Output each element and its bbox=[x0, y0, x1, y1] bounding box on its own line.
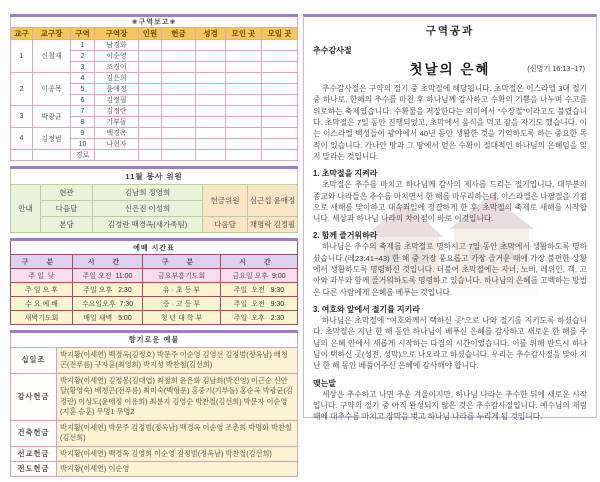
service-time: 수요일오후 7:30 bbox=[73, 297, 143, 311]
col-header: 모인 곳 bbox=[226, 28, 262, 40]
zone-leader: 백경옥 bbox=[95, 128, 139, 139]
zone-no: 5 bbox=[71, 84, 95, 95]
lesson-season: 추수감사절 bbox=[313, 46, 352, 55]
zone-no: 6 bbox=[71, 95, 95, 106]
zone-leader: 나현자 bbox=[95, 139, 139, 150]
table-row bbox=[11, 185, 298, 201]
zone-no: 1 bbox=[71, 40, 95, 51]
col-header: 모일 곳 bbox=[262, 28, 298, 40]
section-heading: 3. 여호와 앞에서 절기를 지키라 bbox=[313, 305, 420, 314]
service-name: 유 · 초 등 부 bbox=[143, 283, 221, 297]
col-header: 구 분 bbox=[11, 255, 73, 269]
table-row bbox=[11, 240, 298, 255]
offerings-table bbox=[10, 330, 298, 477]
table-row bbox=[11, 283, 298, 297]
schedule-title: 예배 시간표 bbox=[11, 240, 298, 255]
col-header: 인원 bbox=[139, 28, 162, 40]
col-header: 교구 bbox=[11, 28, 33, 40]
zone-leader: 이순영 bbox=[95, 51, 139, 62]
table-row bbox=[11, 73, 298, 84]
table-row bbox=[11, 128, 298, 139]
district-leader: 김정범 bbox=[33, 128, 71, 150]
table-row bbox=[11, 150, 298, 161]
section-body: 세상은 추수하고 나면 추운 겨울이지만, 하나님 나라는 추수한 뒤에 새로운 시작입니다. 구약의 절기 중 아직 완성되지 않은 것은 추수감사절입니다. 예수님의 재림 때에 대추수를 마치고 장막을 벗고 하나님 나라를 누리게 될 것입니다. bbox=[313, 389, 587, 422]
table-header-row bbox=[11, 28, 298, 40]
col-header: 시 간 bbox=[221, 255, 298, 269]
worship-schedule-table bbox=[10, 238, 298, 325]
scripture-reference: (신명기 16:13~17) bbox=[527, 64, 585, 73]
zone-leader: 조경이 bbox=[95, 62, 139, 73]
service-name: 주 일 낮 bbox=[11, 269, 73, 283]
left-page bbox=[10, 14, 298, 482]
zone-leader: 김은희 bbox=[95, 73, 139, 84]
table-row bbox=[11, 297, 298, 311]
offering-committee-names: 심근섭 윤애정 bbox=[248, 185, 298, 217]
lesson-page bbox=[303, 14, 597, 422]
offering-names: 박지황(이세연) 백경옥 김영희 이순영 김정범(정옥남) 박찬철(김선희) bbox=[57, 446, 298, 461]
col-header: 헌금 bbox=[162, 28, 196, 40]
service-time: 금요일 오후 9:00 bbox=[221, 269, 298, 283]
zone-leader: 남경화 bbox=[95, 40, 139, 51]
volunteer-names: 김남희 정영희 bbox=[93, 185, 203, 201]
zone-no: 경로 bbox=[71, 150, 95, 161]
col-header: 시 간 bbox=[73, 255, 143, 269]
section-body: 하나님은 추수의 축제를 초막절로 명하시고 7일 동안 초막에서 생활하도록 명하셨습니다.(레23:41~43) 한 해 중 가장 풍요롭고 가장 즐거운 때에 가장 불편한 상황에서 생활하도록 명령하신 것입니다. 더불어 초막절에는 자녀, 노비, 레위인, 객, 고아와 과부와 함께 즐거워하도록 명령하고 있습니다. 하나님의 은혜를 고백하는 방법은 다른 사람에게 은혜를 베푸는 것입니다. bbox=[313, 242, 587, 297]
table-row bbox=[11, 461, 298, 476]
table-row bbox=[11, 332, 298, 348]
lesson-title-row bbox=[313, 58, 587, 76]
district-report-title: ❀구역보고❀ bbox=[11, 16, 298, 28]
volunteer-table bbox=[10, 166, 298, 233]
volunteer-group-label: 안내 bbox=[11, 185, 41, 233]
offering-committee-label: 다음달 bbox=[203, 217, 248, 233]
zone-no: 2 bbox=[71, 51, 95, 62]
section-body: 초막절은 추수를 마치고 하나님께 감사의 제사를 드리는 절기입니다. 대부분의 종교와 나라들은 추수를 마치면서 한 해를 마무리하는데, 이스라엘은 나팔절을 기점으로 새해를 맞이하고 대속죄일에 정결하게 한 후, 초막절의 축제로 새해를 시작합니다. 세상과 하나님 나라의 차이점이 바로 이것입니다. bbox=[313, 180, 587, 224]
lesson-title: 첫날의 은혜 bbox=[409, 62, 491, 77]
table-header-row bbox=[11, 255, 298, 269]
service-name: 중 · 고 등 부 bbox=[143, 297, 221, 311]
service-name: 청 년 대 학 부 bbox=[143, 311, 221, 325]
volunteer-names: 김정란 백경옥(새가족팀) bbox=[93, 217, 203, 233]
district-no: 3 bbox=[11, 106, 33, 128]
col-header: 구역장 bbox=[95, 28, 139, 40]
col-header: 교구장 bbox=[33, 28, 71, 40]
table-row bbox=[11, 217, 298, 233]
service-time: 주일 오후 2:30 bbox=[221, 311, 298, 325]
service-time: 주일 오전 11:00 bbox=[73, 269, 143, 283]
offering-type: 선교헌금 bbox=[11, 446, 57, 461]
table-row bbox=[11, 106, 298, 117]
service-time: 주일 오전 9:30 bbox=[221, 297, 298, 311]
offering-names: 박지황(이세연) 이순영 bbox=[57, 461, 298, 476]
table-row bbox=[11, 269, 298, 283]
offering-names: 박지황(이세연) 박문주 김정범(정옥남) 백경옥 이순영 조춘희 박명화 박찬철(김선희) bbox=[57, 420, 298, 446]
col-header: 성경 bbox=[196, 28, 226, 40]
district-leader: 이종목 bbox=[33, 73, 71, 106]
zone-no: 3 bbox=[71, 62, 95, 73]
table-row bbox=[11, 311, 298, 325]
zone-no: 4 bbox=[71, 73, 95, 84]
lesson-header: 구역공과 bbox=[425, 25, 475, 37]
zone-no: 7 bbox=[71, 106, 95, 117]
district-report-table bbox=[10, 14, 298, 161]
district-leader: 신철재 bbox=[33, 40, 71, 73]
table-row bbox=[11, 168, 298, 185]
service-name: 수 요 예 배 bbox=[11, 297, 73, 311]
zone-no: 8 bbox=[71, 117, 95, 128]
zone-leader: 윤애정 bbox=[95, 84, 139, 95]
section-heading: 맺는말 bbox=[313, 378, 336, 388]
table-row bbox=[11, 420, 298, 446]
table-row bbox=[11, 446, 298, 461]
offerings-title: 향기로운 예물 bbox=[11, 332, 298, 348]
offering-names: 박지황(이세연) 백경옥(김정호) 박문주 이순영 김영선 김정범(정옥남) 배청곤(전푸름) 구자훈(최영희) 박지성 박찬철(김선희) bbox=[57, 348, 298, 374]
district-no: 4 bbox=[11, 128, 33, 150]
table-row bbox=[11, 373, 298, 420]
offering-type: 감사헌금 bbox=[11, 373, 57, 420]
zone-leader: 기부돌 bbox=[95, 117, 139, 128]
volunteer-names: 신은진 이성희 bbox=[93, 201, 203, 217]
service-time: 매일 새벽 5:00 bbox=[73, 311, 143, 325]
district-leader: 박광균 bbox=[33, 106, 71, 128]
service-name: 금요부흥기도회 bbox=[143, 269, 221, 283]
service-time: 주일 오후 2:30 bbox=[73, 283, 143, 297]
volunteer-place: 다음달 bbox=[41, 201, 93, 217]
section-heading: 2. 함께 즐거워하라 bbox=[313, 231, 378, 241]
offering-type: 전도헌금 bbox=[11, 461, 57, 476]
volunteer-title: 11월 봉사 위원 bbox=[11, 168, 298, 185]
offering-type: 십일조 bbox=[11, 348, 57, 374]
section-heading: 1. 초막절을 지켜라 bbox=[313, 169, 378, 179]
service-name: 새벽기도회 bbox=[11, 311, 73, 325]
offering-committee-label: 헌금위원 bbox=[203, 185, 248, 217]
table-row bbox=[11, 348, 298, 374]
section-body: 하나님은 초막절에 "여호와께서 택하신 곳"으로 나와 절기를 지키도록 하셨습니다. 초막절은 지난 한 해 동안 하나님이 베푸신 은혜를 감사하고 새로운 한 해를 주님의 은혜 안에서 새롭게 시작하는 다짐의 시간이었습니다. 이를 위해 반드시 하나님이 택하신 곳(성전, 성막)으로 나오라고 하셨습니다. 우리는 추수감사절을 맞아 지난 한 해 동안 베풀어주신 은혜에 감사해야 합니다. bbox=[313, 316, 587, 371]
zone-no: 9 bbox=[71, 128, 95, 139]
volunteer-place: 현관 bbox=[41, 185, 93, 201]
lesson-intro: 추수감사절은 구약의 절기 중 초막절에 해당됩니다. 초막절은 이스라엘 3대 절기 중 하나로, 한해의 추수를 마친 후 하나님께 감사하고 수확의 기쁨을 나누며 수고를 위로하는 축제였습니다. 수확물을 저장한다는 의미에서 "수장절"이라고도 불렸습니다. 초막절은 7일 동안 진행되었고, 초막에서 음식을 먹고 잠을 자기도 했습니다. 이는 이스라엘 백성들이 광야에서 40년 동안 생활한 것을 기억하도록 하는 중요한 목적이 있습니다. 가나안 땅과 그 땅에서 얻은 수확이 절대적인 하나님의 은혜임을 잊지 말라는 것입니다. bbox=[313, 84, 587, 161]
col-header: 구 분 bbox=[143, 255, 221, 269]
col-header: 구역 bbox=[71, 28, 95, 40]
district-no: 2 bbox=[11, 73, 33, 106]
table-row bbox=[11, 40, 298, 51]
volunteer-place: 본당 bbox=[41, 217, 93, 233]
offering-type: 건축헌금 bbox=[11, 420, 57, 446]
zone-no: 10 bbox=[71, 139, 95, 150]
service-time: 주일 오전 9:30 bbox=[221, 283, 298, 297]
offering-committee-names: 채명락 김정필 bbox=[248, 217, 298, 233]
offering-names: 박지황(이세연) 김정봉(김대엽) 최철희 윤은화 김남희(박진영) 이근순 신안달(황영숙) 배청곤(전푸름) 최미숙(백형운) 홍중기(기부돌) 홍순옥 박광균(김정란) 이상도(윤애정 이용희) 최분지 김영순 박찬철(김선희) 박문자 이순영(지훈 승훈) 무명1 무명2 bbox=[57, 373, 298, 420]
district-no: 1 bbox=[11, 40, 33, 73]
service-name: 주 일 오 후 bbox=[11, 283, 73, 297]
table-row bbox=[11, 16, 298, 28]
zone-leader: 김정란 bbox=[95, 106, 139, 117]
zone-leader: 김정필 bbox=[95, 95, 139, 106]
